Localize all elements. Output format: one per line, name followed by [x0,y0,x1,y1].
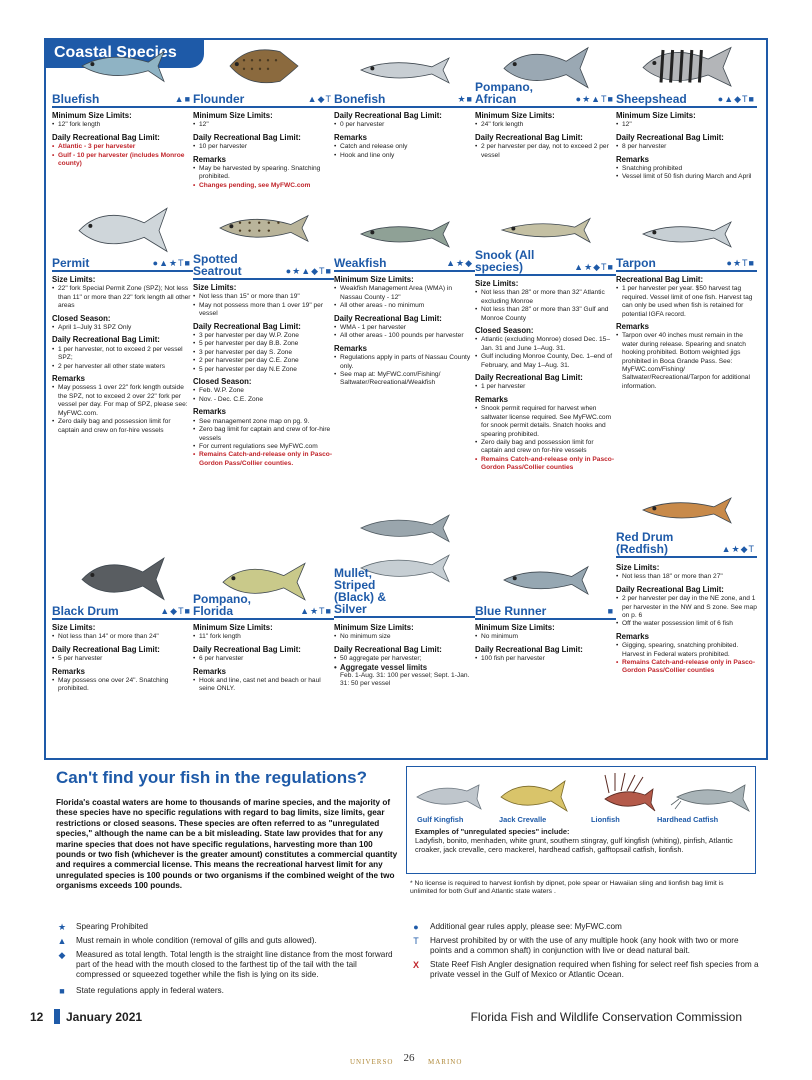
species-card [52,550,193,710]
rule-heading: Size Limits: [475,279,519,288]
rule-heading: Daily Recreational Bag Limit: [52,335,160,345]
rule-item: • See management zone map on pg. 9. [193,418,334,426]
rule-list [334,354,475,388]
rule-item: • 6 per harvester [193,655,334,663]
rule-list [52,143,193,168]
legend-item [56,950,396,984]
rule-heading: Remarks [52,666,85,676]
rule-list [52,384,193,434]
rule-list [475,383,616,391]
regulation-symbols: ▲◆T [307,94,332,104]
rule-list [616,165,757,182]
rule-list [334,633,475,641]
rule-heading: Minimum Size Limits: [334,275,414,284]
legend-symbol-icon: X [412,960,419,970]
unregulated-title: Can't find your fish in the regulations? [56,768,367,787]
species-rules [334,624,475,689]
species-card [52,40,193,200]
caption-lionfish: Lionfish [591,815,620,824]
rule-list [193,387,334,404]
rule-item: • 12" fork length [52,121,193,129]
rule-heading: Daily Recreational Bag Limit: [193,321,301,331]
rule-item: • 0 per harvester [334,121,475,129]
fish-illustration [357,214,453,254]
rule-heading: Remarks [52,374,85,384]
rule-list [475,121,616,129]
regulation-symbols: ■ [607,606,614,616]
species-header [193,92,334,108]
species-card [193,202,334,467]
rule-item: • Snook permit required for harvest when saltwater license required. See MyFWC.com for snook permit details. Snatch hooks and spearing prohibited. [475,405,616,439]
species-name: Spotted Seatrout [193,252,242,278]
rule-item: • 5 per harvester per day N.E Zone [193,366,334,374]
species-name: Bluefish [52,92,100,106]
species-card [475,40,616,200]
rule-heading: Daily Recreational Bag Limit: [52,644,160,654]
rule-item: • May possess 1 over 22" fork length outside the SPZ, not to exceed 2 over 22" fork per vessel per day. For map of SPZ, please see: MyFWC.com. [52,384,193,418]
fish-illustration [639,214,735,254]
rule-list [193,633,334,641]
rule-item: • 5 per harvester [52,655,193,663]
species-header [52,92,193,108]
rule-item: • Zero daily bag and possession limit for captain and crew on for-hire vessels [475,439,616,456]
rule-item: • May not possess more than 1 over 19" per vessel [193,302,334,319]
rule-heading: Daily Recreational Bag Limit: [475,644,583,654]
rule-list [616,595,757,629]
footer-accent-bar [54,1009,60,1024]
rule-item: • Hook and line, cast net and beach or haul seine ONLY. [193,677,334,694]
rule-heading: Remarks [334,343,367,353]
legend-text: State Reef Fish Angler designation required when fishing for select reef fish species from a private vessel in the Gulf of Mexico or Atlantic Ocean. [430,960,759,980]
regulation-symbols: ●★T■ [726,258,755,268]
species-name: Mullet, Striped (Black) & Silver [334,566,387,616]
species-card [475,202,616,472]
rule-item: • WMA - 1 per harvester [334,324,475,332]
rule-item: • May be harvested by spearing. Snatching prohibited. [193,165,334,182]
rule-heading: Remarks [475,394,508,404]
legend-text: Measured as total length. Total length is the straight line distance from the most forward part of the head with the mouth closed to the farthest tip of the tail with the tail compressed or squeezed together while the fish is lying on its side. [76,950,393,980]
rule-heading: Minimum Size Limits: [475,623,555,632]
species-header [334,256,475,272]
species-header [616,256,757,272]
rule-item: • Off the water possession limit of 6 fish [616,620,757,628]
species-header [52,604,193,620]
regulation-symbols: ▲★◆T■ [574,262,614,272]
fish-illustration [75,202,171,254]
rule-list [52,121,193,129]
species-name: Bonefish [334,92,386,106]
rule-heading: Size Limits: [52,275,96,284]
lionfish-illustration [605,773,655,811]
legend-text: Additional gear rules apply, please see: MyFWC.com [430,922,622,931]
rule-item: • Not less than 15" or more than 19" [193,293,334,301]
rule-item: • Not less than 28" or more than 33" Gulf and Monroe County [475,306,616,323]
rule-item: • Not less than 18" or more than 27" [616,573,757,581]
regulation-symbols: ▲★T■ [300,606,332,616]
regulation-symbols: ★■ [457,94,473,104]
unregulated-body: Florida's coastal waters are home to thousands of marine species, and the majority of these species have no specific regulations with regard to bag limits, size limits, gear restrictions or closed seasons. These species are often referred to as "unregulated species," although the name can be a bit misleading. State law provides that for any marine species that does not have specific regulations, harvesting more than 100 pounds or two fish (whichever is the greater amount) constitutes a commercial quantity and requires a commercial license. This means the recreational harvest limit for any unregulated species is 100 pounds or two organisms if the combined weight of the two organisms exceeds 100 pounds. [56,798,398,891]
species-header [475,80,616,108]
species-card [616,480,757,675]
fish-illustration [78,552,168,602]
species-header [616,92,757,108]
legend-text: State regulations apply in federal waters. [76,986,224,995]
species-rules [334,112,475,160]
species-name: Weakfish [334,256,387,270]
rule-heading: Minimum Size Limits: [52,111,132,120]
rule-heading: Remarks [334,132,367,142]
species-name: Black Drum [52,604,119,618]
rule-item: • Remains Catch-and-release only in Pasco-Gordon Pass/Collier counties [475,456,616,473]
rule-list [52,285,193,310]
species-name: Pompano, Florida [193,592,252,618]
rule-item: • 22" fork Special Permit Zone (SPZ); Not less than 11" or more than 22" fork length all other areas [52,285,193,310]
species-card [475,550,616,710]
rule-list [193,332,334,374]
legend-item [410,960,760,994]
caption-jack-crevalle: Jack Crevalle [499,815,547,824]
jack-crevalle-illustration [501,781,567,811]
rule-heading: Minimum Size Limits: [616,111,696,120]
legend-symbol-icon: ● [413,922,419,932]
fish-illustration [357,50,453,90]
rule-list [475,405,616,472]
species-card [616,202,757,390]
rule-heading: Remarks [616,322,649,332]
rule-list [616,642,757,676]
rule-list [616,573,757,581]
rule-item: • Feb. W.P. Zone [193,387,334,395]
rule-heading: Daily Recreational Bag Limit: [475,373,583,383]
rule-item: • 2 per harvester per day C.E. Zone [193,357,334,365]
rule-item: • 2 per harvester per day in the NE zone, and 1 per harvester in the NW and S zone. See map on p. 6 [616,595,757,620]
rule-item: • 1 per harvester [475,383,616,391]
gulf-kingfish-illustration [417,785,481,809]
legend-symbol-icon: ■ [59,986,65,996]
species-rules [475,112,616,160]
rule-heading: Daily Recreational Bag Limit: [616,584,724,594]
rule-item: • 24" fork length [475,121,616,129]
regulation-symbols: ▲★◆T [721,544,755,554]
regulation-symbols: ▲◆T■ [160,606,191,616]
rule-heading: Size Limits: [52,623,96,632]
rule-heading: Remarks [193,407,226,417]
rule-list [334,285,475,310]
legend-text: Must remain in whole condition (removal of gills and guts allowed). [76,936,317,945]
rule-list [475,289,616,323]
rule-item: • No minimum size [334,633,475,641]
rule-list [193,121,334,129]
rule-list [475,143,616,160]
publisher-name: Florida Fish and Wildlife Conservation Commission [470,1010,742,1024]
species-rules [616,564,757,676]
caption-hardhead-catfish: Hardhead Catfish [657,815,719,824]
rule-heading: Minimum Size Limits: [193,623,273,632]
regulation-symbols: ●★▲T■ [575,94,614,104]
species-name: Red Drum (Redfish) [616,530,674,556]
page-number: 12 [30,1010,44,1024]
rule-heading: Daily Recreational Bag Limit: [334,111,442,120]
species-header [193,252,334,280]
rule-item: Feb. 1-Aug. 31: 100 per vessel; Sept. 1-Jan. 31: 50 per vessel [340,672,470,688]
watermark-right: MARINO [428,1058,463,1066]
species-rules [52,112,193,168]
rule-heading: Daily Recreational Bag Limit: [52,132,160,142]
rule-list [193,143,334,151]
species-name: Snook (All species) [475,248,535,274]
rule-item: • 10 per harvester [193,143,334,151]
species-rules [52,624,193,694]
rule-heading: Minimum Size Limits: [193,111,273,120]
rule-list [193,655,334,663]
species-rules [334,276,475,388]
rule-item: • All other areas - no minimum [334,302,475,310]
species-card [193,550,334,710]
rule-item: • Changes pending, see MyFWC.com [193,182,334,190]
rule-item: • Zero daily bag and possession limit for captain and crew on for-hire vessels [52,418,193,435]
rule-item: • 12" [616,121,757,129]
rule-item: • 8 per harvester [616,143,757,151]
caption-gulf-kingfish: Gulf Kingfish [417,815,464,824]
rule-item: • 1 per harvester, not to exceed 2 per vessel SPZ; [52,346,193,363]
rule-item: • Vessel limit of 50 fish during March and April [616,173,757,181]
rule-item: • All other areas - 100 pounds per harvester [334,332,475,340]
rule-heading: Closed Season: [52,313,111,323]
rule-list [616,121,757,129]
rule-item: • Not less than 28" or more than 32" Atlantic excluding Monroe [475,289,616,306]
rule-list [52,324,193,332]
rule-list [52,655,193,663]
species-header [52,256,193,272]
rule-list [334,143,475,160]
rule-heading: Size Limits: [616,563,660,572]
rule-heading: Remarks [616,154,649,164]
rule-list [475,655,616,663]
rule-heading: Daily Recreational Bag Limit: [616,132,724,142]
rule-item: • Atlantic - 3 per harvester [52,143,193,151]
regulation-symbols: ●▲★T■ [152,258,191,268]
rule-item: • May possess one over 24". Snatching prohibited. [52,677,193,694]
fish-illustration [78,42,168,90]
rule-item: • Hook and line only [334,152,475,160]
species-header [475,250,616,276]
regulation-symbols: ●★▲◆T■ [285,266,332,276]
rule-list [334,324,475,341]
species-name: Flounder [193,92,245,106]
rule-item: • 5 per harvester per day B.B. Zone [193,340,334,348]
rule-item: • 2 per harvester per day, not to exceed 2 per vessel [475,143,616,160]
fish-illustration [639,40,735,90]
rule-item: • 1 per harvester per year. $50 harvest tag required. Vessel limit of one fish. Harvest tag can only be used when fish is retained for potential IGFA record. [616,285,757,319]
rule-item: • Weakfish Management Area (WMA) in Nassau County - 12" [334,285,475,302]
rule-item: • Gulf including Monroe County, Dec. 1–end of February, and May 1–Aug. 31. [475,353,616,370]
rule-heading: Size Limits: [193,283,237,292]
unregulated-examples-box [406,766,756,874]
species-name: Blue Runner [475,604,547,618]
fish-illustration [498,212,594,248]
rule-heading: Minimum Size Limits: [334,623,414,632]
fish-illustration [224,42,304,90]
species-card [334,40,475,200]
hardhead-catfish-illustration [671,785,749,811]
fish-illustration [639,490,735,530]
rule-item: • Regulations apply in parts of Nassau County only. [334,354,475,371]
rule-item: • 11" fork length [193,633,334,641]
rule-list [616,143,757,151]
rule-item: • 100 fish per harvester [475,655,616,663]
rule-item: • 3 per harvester per day W.P. Zone [193,332,334,340]
rule-item: • See map at: MyFWC.com/Fishing/ Saltwater/Recreational/Weakfish [334,371,475,388]
legend-text: Harvest prohibited by or with the use of any multiple hook (any hook with two or more points and a common shaft) in conjunction with live or dead natural bait. [430,936,739,956]
rule-item: • Remains Catch-and-release only in Pasco-Gordon Pass/Collier counties. [193,451,334,468]
rule-item: • For current regulations see MyFWC.com [193,443,334,451]
rule-item: • Gulf - 10 per harvester (includes Monroe county) [52,152,193,169]
rule-item: • No minimum [475,633,616,641]
rule-item: • April 1–July 31 SPZ Only [52,324,193,332]
rule-heading: Closed Season: [475,326,534,336]
species-card [193,40,334,200]
species-rules [616,112,757,182]
legend-text: Spearing Prohibited [76,922,148,931]
rule-item: • Not less than 14" or more than 24" [52,633,193,641]
unregulated-fish-illustrations [409,769,755,815]
species-header [334,566,475,618]
rule-item: • 50 aggregate per harvester; [334,655,475,663]
rule-list [334,121,475,129]
regulation-symbols: ●▲◆T■ [717,94,755,104]
rule-item: • Atlantic (excluding Monroe) closed Dec. 15–Jan. 31 and June 1–Aug. 31. [475,336,616,353]
section-title: Coastal Species [44,38,204,68]
species-rules [475,280,616,473]
species-header [616,532,757,558]
species-header [193,592,334,620]
rule-heading: Minimum Size Limits: [475,111,555,120]
rule-item: • Zero bag limit for captain and crew of for-hire vessels [193,426,334,443]
rule-heading: Remarks [616,631,649,641]
rule-list [193,165,334,190]
rule-list [193,293,334,318]
examples-title: Examples of "unregulated species" include: [415,827,570,836]
species-rules [193,624,334,694]
rule-item: • Aggregate vessel limits [334,664,475,672]
watermark-left: UNIVERSO [350,1058,394,1066]
rule-heading: Remarks [193,154,226,164]
rule-list [616,285,757,319]
legend-symbol-icon: ★ [57,922,67,932]
species-card [334,202,475,387]
rule-list [193,677,334,694]
rule-item: • 3 per harvester per day S. Zone [193,349,334,357]
legend-symbol-icon: ▲ [57,936,67,946]
rule-item: • 12" [193,121,334,129]
rule-heading: Daily Recreational Bag Limit: [193,132,301,142]
rule-heading: Daily Recreational Bag Limit: [334,644,442,654]
species-name: Pompano, African [475,80,534,106]
species-rules [52,276,193,435]
rule-item: • Gigging, spearing, snatching prohibited. Harvest in Federal waters prohibited. [616,642,757,659]
species-rules [475,624,616,664]
species-rules [193,284,334,468]
rule-list [193,418,334,468]
lionfish-footnote: * No license is required to harvest lionfish by dipnet, pole spear or Hawaiian sling and lionfish bag limit is unlimited for both Gulf and Atlantic state waters . [410,880,724,896]
rule-heading: Daily Recreational Bag Limit: [334,313,442,323]
species-rules [193,112,334,190]
issue-date: January 2021 [66,1010,143,1024]
rule-list [475,633,616,641]
examples-text: Ladyfish, bonito, menhaden, white grunt, southern stingray, gulf kingfish (whiting), pinfish, Atlantic croaker, jack crevalle, cero mackerel, hardhead catfish, gafftopsail catfish, lionfish. [415,836,733,854]
watermark-number: 26 [403,1052,415,1064]
species-card [616,40,757,200]
rule-item: • 2 per harvester all other state waters [52,363,193,371]
rule-heading: Daily Recreational Bag Limit: [475,132,583,142]
rule-item: • Tarpon over 40 inches must remain in the water during release. Spearing and snatch hooking prohibited. Bottom weighted jigs prohibited in Boca Grande Pass. See: MyFWC.com/Fishing/ Saltwater/Recreational/Tarpon for additional information. [616,332,757,391]
species-name: Tarpon [616,256,656,270]
species-name: Sheepshead [616,92,687,106]
rule-heading: Recreational Bag Limit: [616,275,704,284]
species-name: Permit [52,256,90,270]
rule-heading: Remarks [193,666,226,676]
legend-symbol-icon: T [413,936,419,946]
rule-list [52,346,193,371]
rule-item: • Catch and release only [334,143,475,151]
regulation-symbols: ▲★◆ [446,258,473,268]
rule-list [334,655,475,689]
species-card [52,202,193,434]
rule-item: • Snatching prohibited [616,165,757,173]
legend-symbol-icon: ◆ [58,950,66,960]
regulation-symbols: ▲■ [174,94,191,104]
species-card [334,494,475,688]
rule-heading: Daily Recreational Bag Limit: [193,644,301,654]
rule-heading: Closed Season: [193,377,252,387]
rule-list [52,677,193,694]
fish-illustration [216,206,312,250]
rule-list [616,332,757,391]
species-header [334,92,475,108]
species-rules [616,276,757,391]
rule-list [475,336,616,370]
fish-illustration [500,558,592,602]
species-header [475,604,616,620]
rule-item: • Remains Catch-and-release only in Pasco-Gordon Pass/Collier counties [616,659,757,676]
rule-item: • Nov. - Dec. C.E. Zone [193,396,334,404]
rule-list [52,633,193,641]
